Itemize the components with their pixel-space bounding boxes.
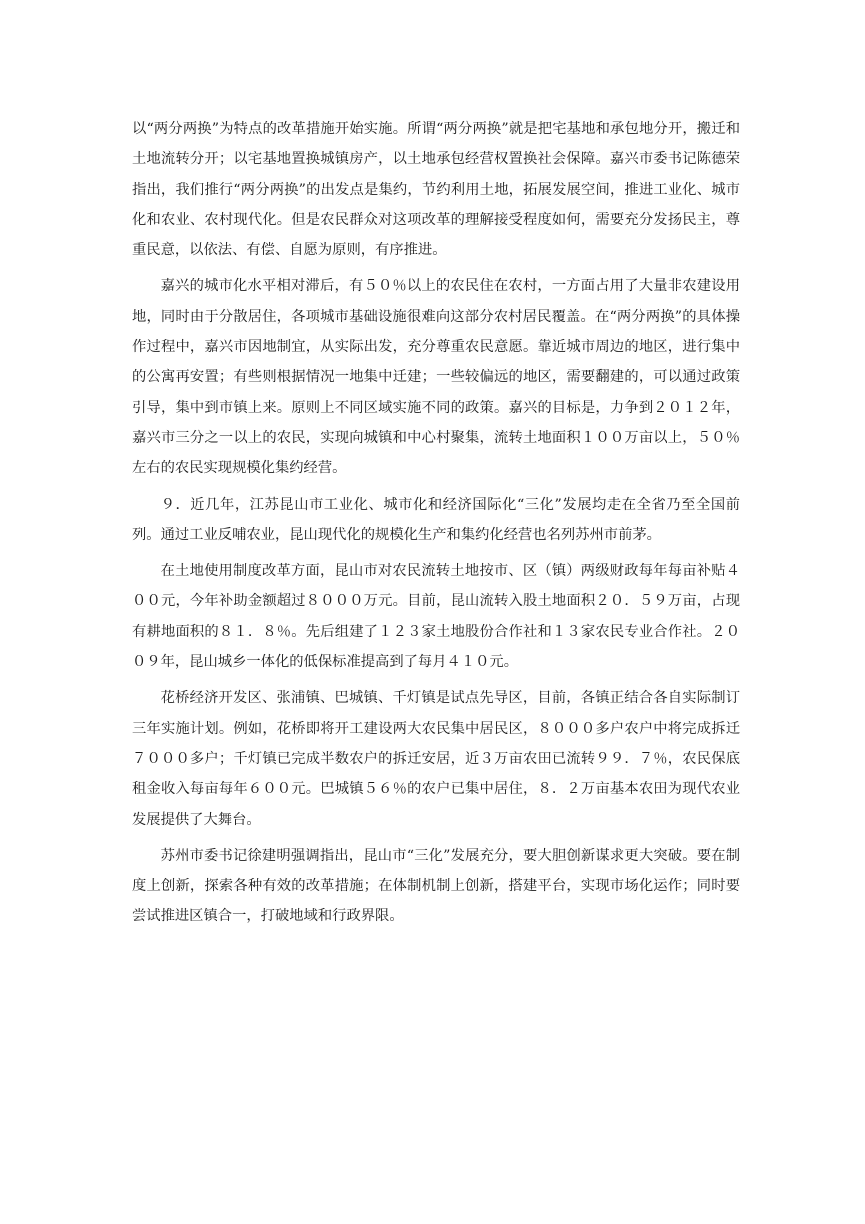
paragraph-4: 在土地使用制度改革方面，昆山市对农民流转土地按市、区（镇）两级财政每年每亩补贴４００元，今年补助金额超过８０００万元。目前，昆山流转入股土地面积２０．５９万亩，占现有耕地面积的８１．８％。先后组建了１２３家土地股份合作社和１３家农民专业合作社。２００９年，昆山城乡一体化的低保标准提高到了每月４１０元。 — [132, 563, 740, 671]
paragraph-1: 以“两分两换”为特点的改革措施开始实施。所谓“两分两换”就是把宅基地和承包地分开，搬迁和土地流转分开；以宅基地置换城镇房产，以土地承包经营权置换社会保障。嘉兴市委书记陈德荣指出，我们推行“两分两换”的出发点是集约，节约利用土地，拓展发展空间，推进工业化、城市化和农业、农村现代化。但是农民群众对这项改革的理解接受程度如何，需要充分发扬民主，尊重民意，以依法、有偿、自愿为原则，有序推进。 — [132, 121, 740, 259]
paragraph-6: 苏州市委书记徐建明强调指出，昆山市“三化”发展充分，要大胆创新谋求更大突破。要在制度上创新，探索各种有效的改革措施；在体制机制上创新，搭建平台，实现市场化运作；同时要尝试推进区镇合一，打破地域和行政界限。 — [132, 847, 740, 925]
paragraph-2: 嘉兴的城市化水平相对滞后，有５０％以上的农民住在农村，一方面占用了大量非农建设用地，同时由于分散居住，各项城市基础设施很难向这部分农村居民覆盖。在“两分两换”的具体操作过程中，嘉兴市因地制宜，从实际出发，充分尊重农民意愿。靠近城市周边的地区，进行集中的公寓再安置；有些则根据情况一地集中迁建；一些较偏远的地区，需要翻建的，可以通过政策引导，集中到市镇上来。原则上不同区域实施不同的政策。嘉兴的目标是，力争到２０１２年，嘉兴市三分之一以上的农民，实现向城镇和中心村聚集，流转土地面积１００万亩以上，５０％左右的农民实现规模化集约经营。 — [132, 278, 740, 477]
paragraph-3: ９．近几年，江苏昆山市工业化、城市化和经济国际化“三化”发展均走在全省乃至全国前列。通过工业反哺农业，昆山现代化的规模化生产和集约化经营也名列苏州市前茅。 — [132, 496, 740, 543]
paragraph-5: 花桥经济开发区、张浦镇、巴城镇、千灯镇是试点先导区，目前，各镇正结合各自实际制订三年实施计划。例如，花桥即将开工建设两大农民集中居民区，８０００多户农户中将完成拆迁７０００多户；千灯镇已完成半数农户的拆迁安居，近３万亩农田已流转９９．７％，农民保底租金收入每亩每年６００元。巴城镇５６％的农户已集中居住，８．２万亩基本农田为现代农业发展提供了大舞台。 — [132, 690, 740, 828]
document-body — [132, 114, 740, 938]
